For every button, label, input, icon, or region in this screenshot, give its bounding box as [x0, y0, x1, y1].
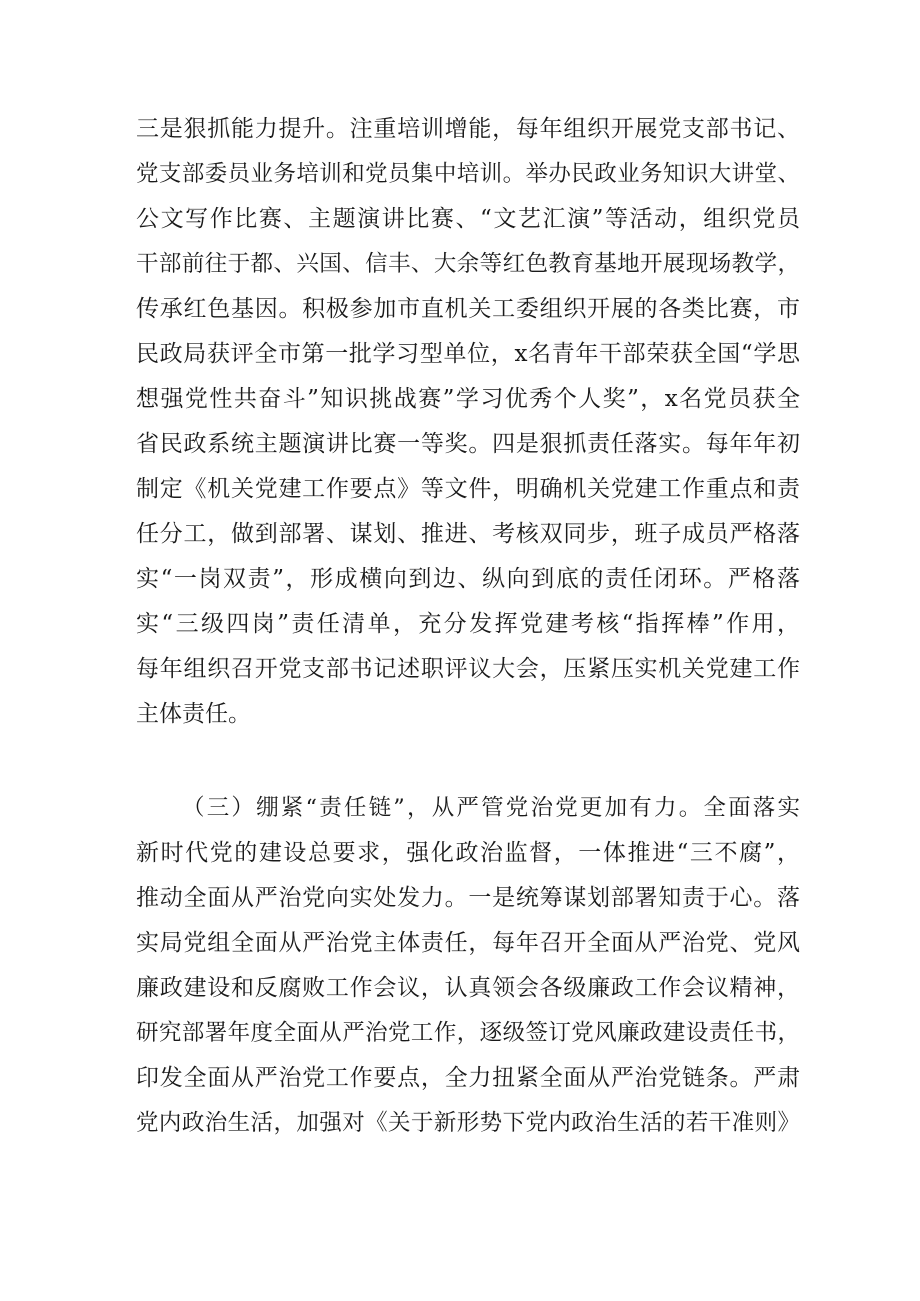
- paragraph-line: 党支部委员业务培训和党员集中培训。举办民政业务知识大讲堂、: [136, 161, 800, 187]
- paragraph-line: 公文写作比赛、主题演讲比赛、“文艺汇演”等活动，组织党员: [136, 206, 800, 232]
- paragraph-line: 主体责任。: [136, 701, 251, 727]
- paragraph-line: 制定《机关党建工作要点》等文件，明确机关党建工作重点和责: [136, 476, 800, 502]
- paragraph-line: 实局党组全面从严治党主体责任，每年召开全面从严治党、党风: [136, 930, 800, 956]
- paragraph-line: 实“一岗双责”，形成横向到边、纵向到底的责任闭环。严格落: [136, 566, 800, 592]
- paragraph-responsibility-chain: [136, 786, 800, 1146]
- paragraph-line: 传承红色基因。积极参加市直机关工委组织开展的各类比赛，市: [136, 296, 800, 322]
- paragraph-capacity-and-responsibility: [136, 107, 800, 737]
- paragraph-line: 印发全面从严治党工作要点，全力扭紧全面从严治党链条。严肃: [136, 1065, 800, 1091]
- paragraph-line: 三是狠抓能力提升。注重培训增能，每年组织开展党支部书记、: [136, 116, 800, 142]
- paragraph-line: 推动全面从严治党向实处发力。一是统筹谋划部署知责于心。落: [136, 885, 800, 911]
- paragraph-line: 每年组织召开党支部书记述职评议大会，压紧压实机关党建工作: [136, 656, 800, 682]
- paragraph-line: 民政局获评全市第一批学习型单位，x名青年干部荣获全国“学思: [136, 341, 800, 367]
- paragraph-line: 想强党性共奋斗”知识挑战赛”学习优秀个人奖”，x名党员获全: [136, 386, 800, 412]
- paragraph-line: 实“三级四岗”责任清单，充分发挥党建考核“指挥棒”作用，: [136, 611, 800, 637]
- paragraph-line: 干部前往于都、兴国、信丰、大余等红色教育基地开展现场教学，: [136, 251, 800, 277]
- paragraph-line: 任分工，做到部署、谋划、推进、考核双同步，班子成员严格落: [136, 521, 800, 547]
- paragraph-line: 研究部署年度全面从严治党工作，逐级签订党风廉政建设责任书，: [136, 1020, 800, 1046]
- paragraph-line: 省民政系统主题演讲比赛一等奖。四是狠抓责任落实。每年年初: [136, 431, 800, 457]
- paragraph-heading-line: （三）绷紧“责任链”，从严管党治党更加有力。全面落实: [182, 795, 800, 821]
- paragraph-line: 党内政治生活，加强对《关于新形势下党内政治生活的若干准则》: [136, 1110, 800, 1136]
- paragraph-line: 新时代党的建设总要求，强化政治监督，一体推进“三不腐”，: [136, 840, 800, 866]
- paragraph-line: 廉政建设和反腐败工作会议，认真领会各级廉政工作会议精神，: [136, 975, 800, 1001]
